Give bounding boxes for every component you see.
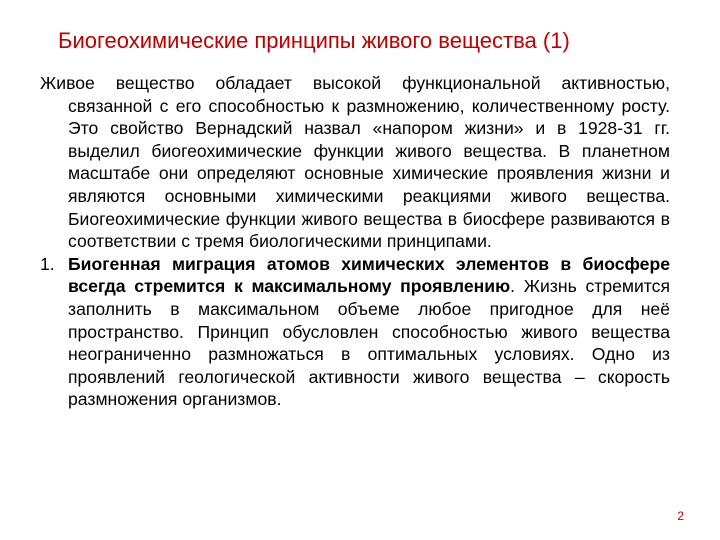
- principle-1-text: Жизнь стремится заполнить в максимальном объеме любое пригодное для неё пространство. Принцип обусловлен способностью живого вещества неограниченно размножаться в оптимальных условиях. Одно из проявлений геологической активности живого вещества – скорость размножения организмов.: [68, 276, 670, 410]
- slide-title: Биогеохимические принципы живого вещества (1): [58, 28, 570, 53]
- principle-1-dot: .: [510, 276, 516, 297]
- page-number: 2: [677, 509, 684, 523]
- principle-1: [40, 253, 670, 411]
- intro-paragraph: Живое вещество обладает высокой функциональной активностью, связанной с его способностью к размножению, количественному росту. Это свойство Вернадский назвал «напором жизни» и в 1928-31 гг. выделил биогеохимические функции живого вещества. В планетном масштабе они определяют основные химические проявления жизни и являются основными химическими реакциями живого вещества. Биогеохимические функции живого вещества в биосфере развиваются в соответствии с тремя биологическими принципами.: [40, 73, 670, 252]
- slide-body: [40, 72, 670, 411]
- principle-1-number: 1.: [40, 253, 55, 274]
- principle-1-bold-text: Биогенная миграция атомов химических элементов в биосфере всегда стремится к максимальному проявлению: [68, 253, 670, 297]
